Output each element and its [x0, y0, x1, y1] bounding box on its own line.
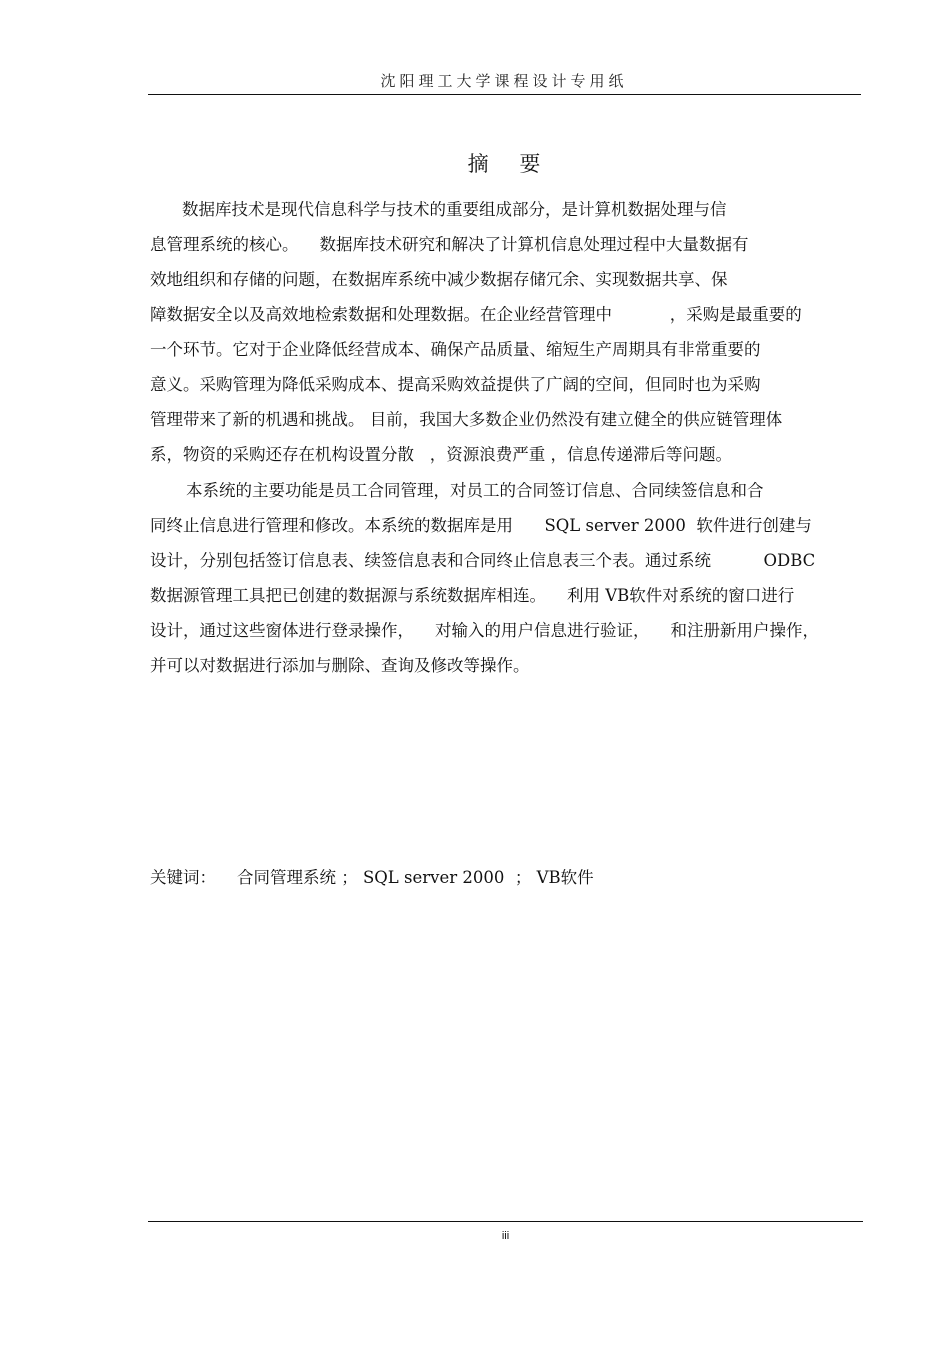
- keywords-line: 关键词： 合同管理系统 ； SQL server 2000 ； VB软件: [150, 868, 594, 887]
- abstract-line: 意义。采购管理为降低采购成本、提高采购效益提供了广阔的空间，但同时也为采购: [150, 375, 761, 394]
- abstract-line: 系，物资的采购还存在机构设置分散 ，资源浪费严重 ，信息传递滞后等问题。: [150, 445, 732, 464]
- abstract-line: 障数据安全以及高效地检索数据和处理数据。在企业经营管理中 ，采购是最重要的: [150, 305, 802, 324]
- footer-rule: [148, 1221, 863, 1222]
- abstract-line: 设计，分别包括签订信息表、续签信息表和合同终止信息表三个表。通过系统 ODBC: [150, 551, 816, 570]
- abstract-line: 一个环节。它对于企业降低经营成本、确保产品质量、缩短生产周期具有非常重要的: [150, 340, 761, 359]
- abstract-line: 本系统的主要功能是员工合同管理，对员工的合同签订信息、合同续签信息和合: [186, 481, 764, 500]
- abstract-line: 数据源管理工具把已创建的数据源与系统数据库相连。 利用 VB软件对系统的窗口进行: [150, 586, 795, 605]
- abstract-line: 设计，通过这些窗体进行登录操作， 对输入的用户信息进行验证， 和注册新用户操作，: [150, 621, 819, 640]
- header-rule: [148, 94, 861, 95]
- abstract-title: 摘 要: [467, 152, 553, 176]
- abstract-line: 息管理系统的核心。 数据库技术研究和解决了计算机信息处理过程中大量数据有: [150, 235, 749, 254]
- page-number: iii: [501, 1230, 510, 1242]
- abstract-line: 管理带来了新的机遇和挑战。 目前，我国大多数企业仍然没有建立健全的供应链管理体: [150, 410, 783, 429]
- abstract-line: 数据库技术是现代信息科学与技术的重要组成部分，是计算机数据处理与信: [182, 200, 727, 219]
- abstract-line: 并可以对数据进行添加与删除、查询及修改等操作。: [150, 656, 530, 675]
- page-header-title: 沈阳理工大学课程设计专用纸: [380, 72, 628, 90]
- abstract-line: 同终止信息进行管理和修改。本系统的数据库是用 SQL server 2000 软件进行创建与: [150, 516, 812, 535]
- abstract-line: 效地组织和存储的问题，在数据库系统中减少数据存储冗余、实现数据共享、保: [150, 270, 728, 289]
